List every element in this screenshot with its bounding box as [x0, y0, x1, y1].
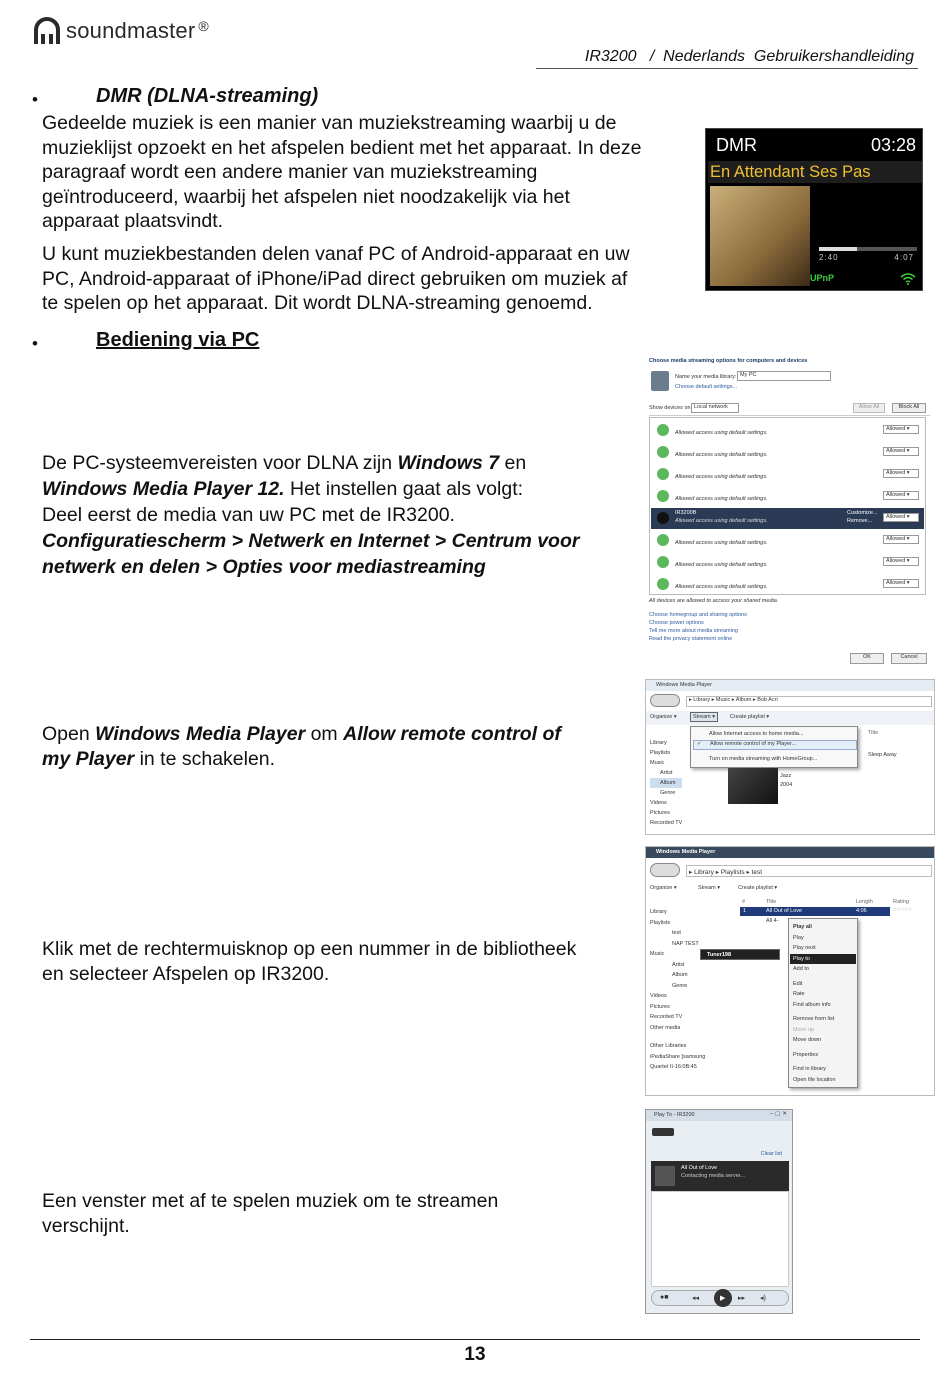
device-access-status: Allowed access using default settings. — [675, 474, 768, 480]
selected-row[interactable] — [740, 907, 890, 916]
access-select[interactable]: Allowed ▾ — [883, 535, 919, 544]
row-number: 1 — [743, 908, 747, 914]
column-rating[interactable]: Rating — [893, 899, 909, 905]
breadcrumb[interactable]: ▸ Library ▸ Playlists ▸ test — [686, 865, 932, 877]
window-controls-icon[interactable]: –▢✕ — [770, 1111, 789, 1117]
library-icon — [651, 371, 669, 391]
device-row[interactable] — [651, 486, 924, 507]
media-streaming-options-screenshot — [645, 355, 930, 665]
section-heading-pc: Bediening via PC — [96, 329, 260, 351]
access-select[interactable]: Allowed ▾ — [883, 557, 919, 566]
column-number[interactable]: # — [742, 899, 746, 905]
device-access-status: Allowed access using default settings. — [675, 518, 768, 524]
bullet-icon: • — [32, 334, 38, 353]
library-name-label: Name your media library: — [675, 374, 737, 380]
now-playing-item[interactable] — [651, 1161, 789, 1191]
green-check-icon — [657, 534, 669, 546]
dmr-track-title: En Attendant Ses Pas — [708, 161, 922, 183]
volume-icon[interactable]: ◂) — [760, 1295, 766, 1302]
transport-bar — [651, 1290, 789, 1306]
remove-link[interactable]: Remove... — [847, 518, 873, 524]
track-status: Contacting media server... — [681, 1173, 745, 1179]
help-links[interactable]: Choose homegroup and sharing options Choose power options Tell me more about media streaming Read the privacy statement online — [649, 612, 747, 642]
stream-menu[interactable]: Stream ▾ — [690, 712, 718, 722]
green-check-icon — [657, 446, 669, 458]
device-access-status: Allowed access using default settings. — [675, 584, 768, 590]
organize-menu[interactable]: Organize ▾ — [650, 714, 677, 720]
block-all-button[interactable]: Block All — [892, 403, 926, 413]
device-row[interactable] — [651, 442, 924, 463]
row-length: 4:06 — [856, 908, 867, 914]
device-row[interactable] — [651, 464, 924, 485]
allow-remote-control-item[interactable]: Allow remote control of my Player... — [693, 740, 857, 750]
window-title: Windows Media Player — [646, 680, 935, 691]
green-check-icon — [657, 556, 669, 568]
column-length[interactable]: Length — [856, 899, 873, 905]
create-playlist-menu[interactable]: Create playlist ▾ — [730, 714, 770, 720]
device-access-status: Allowed access using default settings. — [675, 496, 768, 502]
customize-link[interactable]: Customize... — [847, 510, 878, 516]
separator — [649, 415, 930, 416]
pc-block-2: Open Windows Media Player om Allow remote control of my Player in te schakelen. — [42, 723, 561, 770]
green-check-icon — [657, 578, 669, 590]
access-select[interactable]: Allowed ▾ — [883, 469, 919, 478]
dmr-paragraph-2: U kunt muziekbestanden delen vanaf PC of Android-apparaat en uw PC, Android-apparaat of iPhone/iPad direct gebruiken om muziek af te spelen op het apparaat. Dit wordt DLNA-streaming genoemd. — [42, 243, 630, 314]
pc-block-4: Een venster met af te spelen muziek om te streamen verschijnt. — [42, 1190, 499, 1237]
green-check-icon — [657, 468, 669, 480]
dialog-title: Choose media streaming options for computers and devices — [649, 358, 808, 364]
library-name-input[interactable]: My PC — [737, 371, 831, 381]
total-time: 4:07 — [894, 253, 914, 262]
breadcrumb[interactable]: ▸ Library ▸ Music ▸ Album ▸ Bob Acri — [686, 696, 932, 707]
device-icon — [657, 512, 669, 524]
play-to-device-item[interactable]: Tuner198 — [700, 949, 780, 960]
upnp-badge: UPnP — [810, 273, 835, 283]
allow-all-button[interactable]: Allow All — [853, 403, 885, 413]
elapsed-time: 2:40 — [819, 253, 839, 262]
show-devices-select[interactable]: Local network — [691, 403, 739, 413]
album-cover-image — [710, 186, 810, 286]
pc-block-1: De PC-systeemvereisten voor DLNA zijn Windows 7 en Windows Media Player 12. Het instellen gaat als volgt: Deel eerst de media van uw PC met de IR3200. Configuratiescherm > Netwerk en Internet > Centrum voor netwerk en delen > Opties voor mediastreaming — [42, 452, 580, 578]
device-row[interactable] — [651, 530, 924, 551]
album-info: Jazz 2004 — [780, 773, 793, 788]
bullet-icon: • — [32, 90, 38, 109]
default-settings-link[interactable]: Choose default settings... — [675, 384, 738, 390]
row-title-2[interactable]: All 4- — [766, 918, 779, 924]
cancel-button[interactable]: Cancel — [891, 653, 927, 664]
stop-icon[interactable]: ●■ — [660, 1294, 669, 1301]
dmr-display-screenshot — [705, 128, 923, 291]
pc-block-3: Klik met de rechtermuisknop op een nummer in de bibliotheek en selecteer Afspelen op IR3200. — [42, 938, 577, 985]
header-rule — [536, 68, 918, 69]
organize-menu[interactable]: Organize ▾ — [650, 885, 677, 891]
device-name: IR3200B — [675, 510, 697, 516]
show-devices-label: Show devices on: — [649, 405, 693, 411]
device-access-status: Allowed access using default settings. — [675, 540, 768, 546]
device-access-status: Allowed access using default settings. — [675, 562, 768, 568]
play-button[interactable] — [714, 1289, 732, 1307]
dmr-paragraph-1: Gedeelde muziek is een manier van muziekstreaming waarbij u de muzieklijst opzoekt en het afspelen bedient met het apparaat. In deze paragraaf wordt een andere manier van muziekstreaming geïntroduceerd, waarbij het afspelen niet noodzakelijk via het apparaat plaatsvindt. — [42, 112, 642, 232]
next-icon[interactable]: ▸▸ — [738, 1295, 746, 1302]
playlist-area[interactable] — [651, 1191, 789, 1287]
allow-internet-access-item[interactable]: Allow Internet access to home media... — [709, 731, 804, 737]
ok-button[interactable]: OK — [850, 653, 884, 664]
previous-icon[interactable]: ◂◂ — [692, 1295, 700, 1302]
track-thumbnail — [655, 1166, 675, 1186]
context-menu[interactable] — [788, 918, 858, 1088]
row-title: All Out of Love — [766, 908, 803, 914]
song-title[interactable]: Sleep Away — [868, 752, 897, 758]
section-heading-dmr: DMR (DLNA-streaming) — [96, 85, 319, 107]
access-select[interactable]: Allowed ▾ — [883, 579, 919, 588]
track-title: All Out of Love — [681, 1165, 718, 1171]
device-access-status: Allowed access using default settings. — [675, 430, 768, 436]
access-select[interactable]: Allowed ▾ — [883, 513, 919, 522]
progress-fill — [819, 247, 857, 251]
dmr-clock: 03:28 — [870, 135, 916, 155]
homegroup-streaming-item[interactable]: Turn on media streaming with HomeGroup... — [709, 756, 818, 762]
stream-menu[interactable]: Stream ▾ — [698, 885, 721, 891]
footer-rule — [30, 1339, 920, 1340]
green-check-icon — [657, 490, 669, 502]
window-title: Play To - IR3200 — [646, 1110, 793, 1121]
back-forward-icon[interactable] — [650, 694, 680, 707]
brand-logo — [32, 16, 209, 46]
device-row[interactable] — [651, 552, 924, 573]
wmp-stream-menu-screenshot — [645, 679, 935, 835]
page-number: 13 — [464, 1344, 486, 1365]
rating-stars-icon[interactable]: ☆☆☆☆☆ — [892, 907, 912, 913]
green-check-icon — [657, 424, 669, 436]
play-to-window-screenshot — [645, 1109, 793, 1314]
window-title: Windows Media Player — [646, 847, 935, 858]
wifi-icon — [900, 273, 916, 288]
album-art-image — [728, 768, 778, 804]
brand-name: soundmaster ® — [66, 18, 209, 43]
wmp-play-to-menu-screenshot — [645, 846, 935, 1096]
back-forward-icon[interactable] — [650, 863, 680, 877]
checkmark-icon: ✓ — [697, 741, 702, 747]
clear-list-link[interactable]: Clear list — [760, 1151, 782, 1157]
context-menu-items[interactable]: Play all Play Play next Play to Add to Edit Rate Find album info Remove from list Move up Move down Properties Find in library Open file location — [793, 922, 856, 1085]
device-row[interactable] — [651, 574, 924, 595]
device-list[interactable] — [649, 417, 926, 595]
dmr-mode-label: DMR — [716, 135, 757, 155]
create-playlist-menu[interactable]: Create playlist ▾ — [738, 885, 778, 891]
device-row[interactable] — [651, 508, 924, 529]
stream-dropdown[interactable] — [690, 726, 858, 768]
library-tree[interactable]: Library Playlists test NAP TEST Music Artist Album Genre Videos Pictures Recorded TV Other media Other Libraries iPediaShare [samsung Quartet II-16:0B:45 — [650, 909, 706, 1070]
document-header: IR3200 / Nederlands Gebruikershandleiding — [584, 48, 914, 65]
library-tree[interactable]: Library Playlists Music Artist Album Genre Videos Pictures Recorded TV — [650, 740, 683, 826]
access-select[interactable]: Allowed ▾ — [883, 447, 919, 456]
access-select[interactable]: Allowed ▾ — [883, 491, 919, 500]
device-access-status: Allowed access using default settings. — [675, 452, 768, 458]
access-select[interactable]: Allowed ▾ — [883, 425, 919, 434]
device-icon — [652, 1128, 674, 1136]
column-title[interactable]: Title — [766, 899, 777, 905]
title-column-header[interactable]: Title — [868, 730, 879, 736]
device-row[interactable] — [651, 420, 924, 441]
devices-footer-text: All devices are allowed to access your shared media. — [649, 598, 779, 604]
soundmaster-logo-icon — [32, 16, 62, 46]
play-icon: ▶ — [720, 1295, 726, 1302]
